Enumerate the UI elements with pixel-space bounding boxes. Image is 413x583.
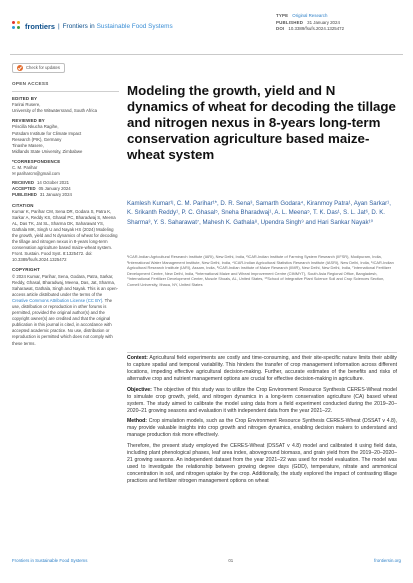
- brand-name: frontiers: [25, 21, 55, 31]
- accepted-label: ACCEPTED: [12, 186, 36, 192]
- header-divider: [10, 54, 403, 55]
- abstract-paragraph: [127, 355, 397, 383]
- received-label: RECEIVED: [12, 180, 34, 186]
- abstract-label: Context:: [127, 355, 148, 361]
- article-title: Modeling the growth, yield and N dynamics of wheat for decoding the tillage and nitrogen nexus in 8-years long-term conservation agriculture based maize-wheat system: [127, 83, 396, 163]
- citation-text: Kumar K, Parihar CM, Sena DR, Godara S, Patra K, Sarkar A, Reddy KS, Ghasal PC, Bharadwaj S, Meena AL, Das TK, Jat SL, Sharma DK, Saharawat YS, Gathala MK, Singh U and Nayak HS (2024) Modeling the growth, yield and N dynamics of wheat for decoding the tillage and nitrogen nexus in 8-years long-term conservation agriculture based maize-wheat system. Front. Sustain. Food Syst. 8:1325472. doi: 10.3389/fsufs.2024.1325472: [12, 208, 118, 263]
- reviewer-line: Research (PIK), Germany: [12, 136, 62, 142]
- copyright-heading: COPYRIGHT: [12, 267, 40, 273]
- abstract-label: Objective:: [127, 386, 152, 393]
- brand-separator: |: [57, 22, 60, 30]
- published-date: 31 January 2024: [307, 19, 340, 25]
- cc-license-link[interactable]: Creative Commons Attribution License (CC BY): [12, 297, 103, 303]
- copyright-post: . The use, distribution or reproduction in other forums is permitted, provided the original author(s) and the copyright owner(s) are credited and that the original publication in this journal is cited, in accordance with accepted academic practice. No use, distribution or reproduction is permitted which does not comply with these terms.: [12, 297, 113, 346]
- abstract-paragraph: [127, 387, 397, 415]
- doi-label: DOI: [276, 26, 285, 32]
- received-date: 14 October 2021: [36, 180, 69, 186]
- page-header: [0, 0, 413, 54]
- edited-by-heading: EDITED BY: [12, 96, 38, 102]
- copyright-text: [12, 274, 119, 347]
- article-sidebar: [12, 63, 119, 347]
- sidebar-published-label: PUBLISHED: [12, 192, 37, 198]
- doi-value[interactable]: 10.3389/fsufs.2024.1325472: [288, 26, 345, 32]
- citation-heading: CITATION: [12, 202, 34, 208]
- publication-meta: [276, 13, 406, 33]
- editor-name: Farirai Rusere,: [12, 102, 41, 108]
- journal-prefix: Frontiers in: [62, 22, 95, 30]
- accepted-date: 05 January 2024: [38, 186, 71, 192]
- footer-site[interactable]: frontiersin.org: [374, 558, 401, 563]
- reviewer-line: Tinashe Masere,: [12, 142, 44, 148]
- reviewer-line: Potsdam Institute for Climate Impact: [12, 130, 82, 136]
- page-footer: [12, 558, 401, 563]
- correspondent-name: C. M. Parihar: [12, 165, 38, 171]
- abstract: [127, 355, 397, 488]
- affiliation-list: ¹ICAR-Indian Agricultural Research Institute (IARI), New Delhi, India, ²ICAR-Indian Institute of Farming System Research (IIFSR), Modipuram, India, ³International Water Management Institute, New Delhi, India, ⁴ICAR-Indian Agricultural Statistics Research Institute (IASRI), New Delhi, India, ⁵ICAR-Indian Agricultural Research Institute (IARI), Assam, India, ⁶ICAR-Indian Institute of Maize Research (IIMR), New Delhi, New Delhi, India, ⁷International Fertilizer Development Centre, New Delhi, India, ⁸International Maize and Wheat Improvement Centre (CIMMYT), South Asia Regional Office, Bangladesh, ⁹International Fertilizer Development Center, Muscle Shoals, AL, United States, ¹⁰School of Integrative Plant Science Soil and Crop Sciences Section, Cornell University, Ithaca, NY, United States: [127, 254, 394, 287]
- sidebar-published-date: 31 January 2024: [39, 192, 72, 198]
- abstract-paragraph: [127, 443, 397, 485]
- footer-journal[interactable]: Frontiers in Sustainable Food Systems: [12, 558, 88, 563]
- correspondence-heading: *CORRESPONDENCE: [12, 158, 61, 164]
- copyright-pre: © 2024 Kumar, Parihar, Sena, Godara, Patra, Sarkar, Reddy, Ghasal, Bharadwaj, Meena, Das, Jat, Sharma, Saharawat, Gathala, Singh and Nayak. This is an open-access article distributed under the terms of the: [12, 273, 118, 297]
- abstract-text: The objective of this study was to utilize the Crop Environment Resource Synthesis CERES-Wheat model to simulate crop growth, yield, and nitrogen dynamics in a long-term conservation agriculture (CA) based wheat system. The study aimed to calibrate the model using data from a field experiment conducted during the 2019–20–2020–21 growing seasons and evaluation it with independent data from the year 2021–22.: [127, 386, 397, 414]
- editor-affiliation: University of the Witwatersrand, South Africa: [12, 108, 98, 114]
- abstract-paragraph: [127, 418, 397, 439]
- journal-logo[interactable]: [12, 21, 173, 31]
- check-for-updates-button[interactable]: [12, 63, 65, 73]
- sidebar-divider: [12, 91, 119, 92]
- author-list[interactable]: Kamlesh Kumar¹ʲ, C. M. Parihar¹*, D. R. Sena³, Samarth Godara⁴, Kiranmoy Patra¹, Ayan Sarkar¹, K. Srikanth Reddy¹, P. C. Ghasal⁵, Sneha Bharadwaj¹, A. L. Meena⁵, T. K. Das¹, S. L. Jat⁶, D. K. Sharma³, Y. S. Saharawat⁷, Mahesh K. Gathala⁸, Upendra Singh⁹ and Hari Sankar Nayak¹⁰: [127, 200, 391, 226]
- abstract-text: Agricultural field experiments are costly and time-consuming, and their site-specific nature limits their ability to capture spatial and temporal variability. This hinders the transfer of crop management information across different locations, impeding effective agricultural decision-making. Further, accurate estimates of the benefits and risks of alternative crop and nutrient management options are crucial for effective decision-making in agriculture.: [127, 355, 397, 383]
- correspondent-email[interactable]: ✉ pariharcm@gmail.com: [12, 171, 60, 177]
- reviewed-by-heading: REVIEWED BY: [12, 118, 45, 124]
- reviewer-line: Midlands State University, Zimbabwe: [12, 148, 83, 154]
- abstract-divider: [127, 352, 397, 353]
- published-label: PUBLISHED: [276, 19, 304, 25]
- check-updates-icon: [17, 65, 23, 71]
- abstract-label: Method:: [127, 418, 147, 425]
- frontiers-logo-icon: [12, 21, 22, 31]
- published-row: [12, 192, 119, 198]
- type-label: TYPE: [276, 13, 289, 18]
- abstract-text: Crop simulation models, such as the Crop Environment Resource Synthesis CERES-Wheat (DSSAT v 4.8), may provide valuable insights into crop growth and nitrogen dynamics, enabling decision makers to understand and manage production risk more effectively.: [127, 418, 397, 439]
- check-updates-label: Check for updates: [26, 64, 60, 70]
- page-number: 01: [228, 558, 234, 563]
- article-type: Original Research: [292, 13, 328, 18]
- open-access-heading: OPEN ACCESS: [12, 81, 49, 86]
- journal-name-link[interactable]: Sustainable Food Systems: [96, 22, 173, 30]
- abstract-text: Therefore, the present study employed the CERES-Wheat (DSSAT v 4.8) model and calibrated it using field data, including plant phenological phases, leaf area index, aboveground biomass, and grain yield from the 2019–20–2020–21 growing seasons. An independent dataset from the year 2021–22 was used for model evaluation. The model was used to investigate the relationship between growing degree days (GDD), temperature, nitrate and ammonical concentration in soil, and nitrogen uptake by the crop. Additionally, the study explored the impact of contrasting tillage practices and fertilizer nitrogen management options on wheat: [127, 442, 397, 484]
- reviewer-line: Priscilla Nkucha Ragihe,: [12, 124, 59, 130]
